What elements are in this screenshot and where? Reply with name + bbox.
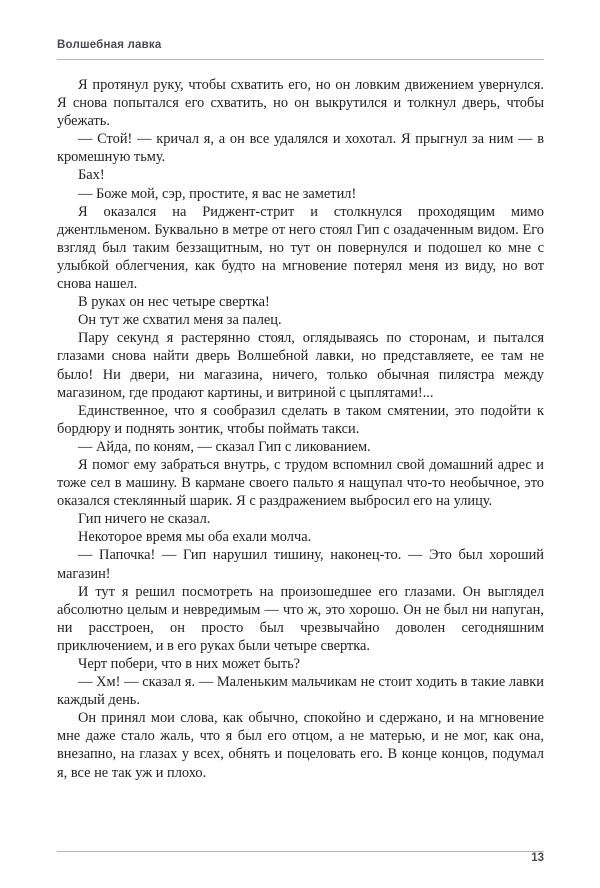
body-text [57,76,544,782]
body-paragraph: Я оказался на Риджент-стрит и столкнулся проходящим мимо джентльменом. Буквально в метре от него стоял Гип с озадаченным видом. Его взгляд был таким беззащитным, но тут он повернулся и подошел ко мне с улыбкой облегчения, как будто на мгновение потерял меня из виду, но вот снова нашел. [57,203,544,293]
body-paragraph: — Хм! — сказал я. — Маленьким мальчикам не стоит ходить в такие лавки каждый день. [57,674,544,709]
body-paragraph: Я помог ему забраться внутрь, с трудом вспомнил свой домашний адрес и тоже сел в машину. В кармане своего пальто я нащупал что-то необычное, это оказался стеклянный шарик. Я с раздражением выбросил его на улицу. [57,456,544,510]
page-number: 13 [531,852,544,864]
body-paragraph: Бах! [78,167,105,184]
body-paragraph: — Папочка! — Гип нарушил тишину, наконец-то. — Это был хороший магазин! [57,547,544,582]
body-paragraph: Гип ничего не сказал. [78,511,211,528]
body-paragraph: Единственное, что я сообразил сделать в таком смятении, это подойти к бордюру и поднять зонтик, чтобы поймать такси. [57,402,544,437]
body-paragraph: — Стой! — кричал я, а он все удалялся и хохотал. Я прыгнул за ним — в кромешную тьму. [57,131,544,166]
body-paragraph: Пару секунд я растерянно стоял, оглядываясь по сторонам, и пытался глазами снова найти дверь Волшебной лавки, но представляете, ее там не было! Ни двери, ни магазина, ничего, только обычная пилястра между магазином, где продают картины, и витриной с цыплятами!... [57,330,544,401]
body-paragraph: Черт побери, что в них может быть? [78,656,301,672]
body-paragraph: Я протянул руку, чтобы схватить его, но он ловким движением увернулся. Я снова попытался его схватить, но он выкрутился и толкнул дверь, чтобы убежать. [57,77,544,130]
body-paragraph: И тут я решил посмотреть на произошедшее его глазами. Он выглядел абсолютно целым и невредимым — что ж, это хорошо. Он не был ни напуган, ни расстроен, он просто был чрезвычайно доволен сегодняшним приключением, и в его руках были четыре свертка. [57,583,544,654]
body-paragraph: Он принял мои слова, как обычно, спокойно и сдержано, и на мгновение мне даже стало жаль, что я был его отцом, а не матерью, и не мог, как она, внезапно, на глазах у всех, обнять и поцеловать его. В конце концов, подумал я, все не так уж и плохо. [57,710,544,781]
running-head: Волшебная лавка [57,39,162,51]
body-paragraph: — Айда, по коням, — сказал Гип с ликованием. [78,438,371,455]
body-paragraph: Некоторое время мы оба ехали молча. [78,529,312,546]
body-paragraph: Он тут же схватил меня за палец. [78,312,282,329]
page-content [57,0,544,782]
body-paragraph: — Боже мой, сэр, простите, я вас не заметил! [78,185,357,202]
header-divider [57,59,544,60]
body-paragraph: В руках он нес четыре свертка! [78,294,270,311]
